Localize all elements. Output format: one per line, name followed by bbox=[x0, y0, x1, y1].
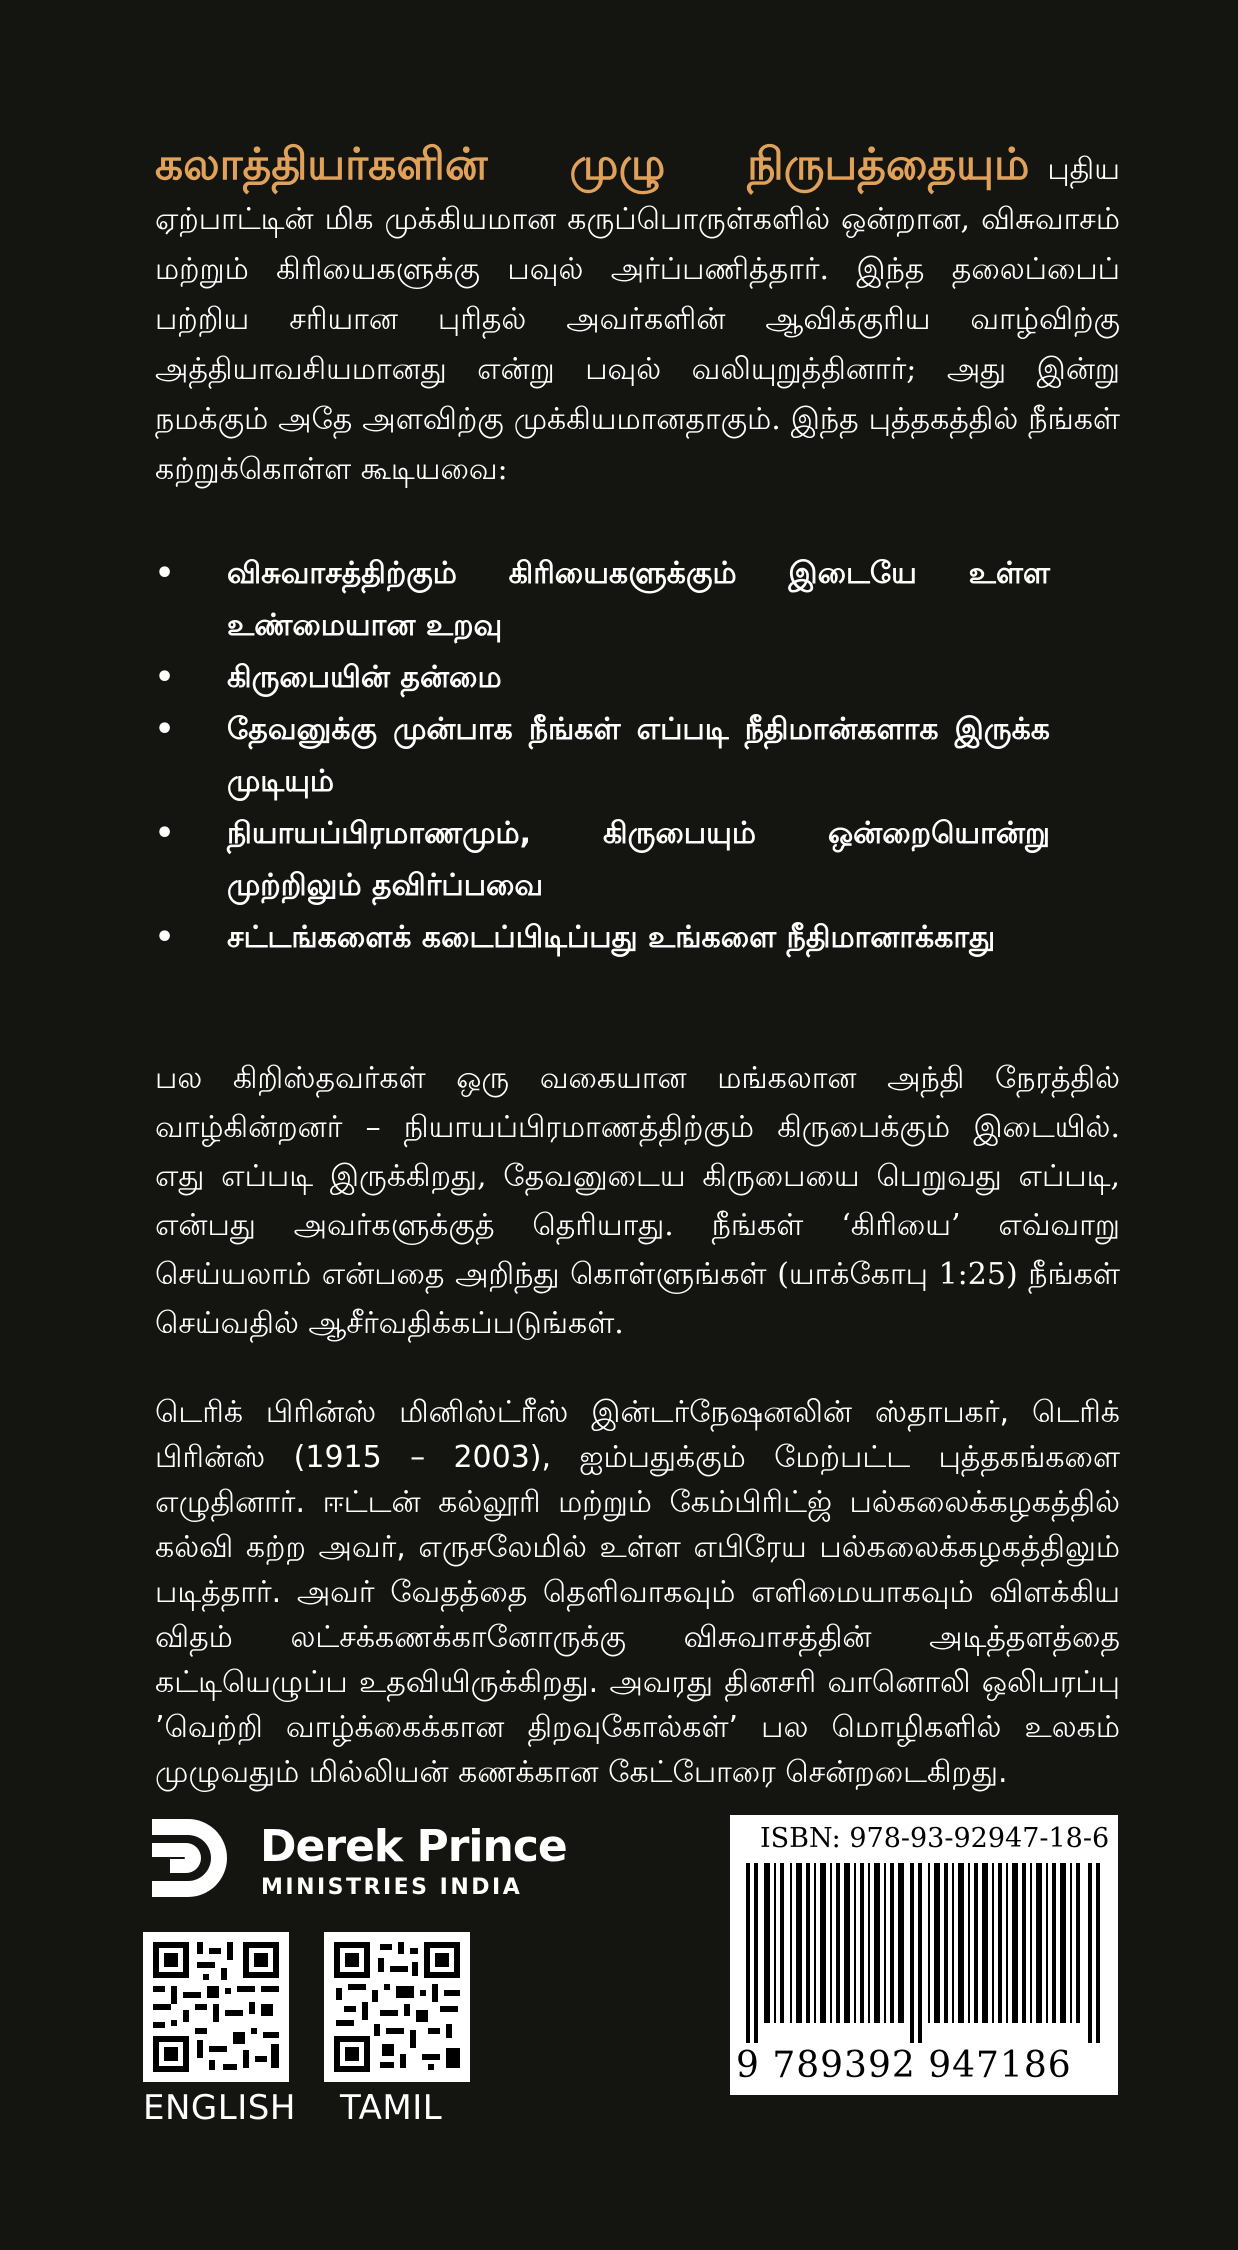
isbn-label: ISBN: 978-93-92947-18-6 bbox=[760, 1823, 1110, 1854]
list-item bbox=[155, 548, 1050, 652]
barcode-digits: 9 789392 947186 bbox=[736, 2045, 1072, 2086]
author-bio-paragraph: டெரிக் பிரின்ஸ் மினிஸ்ட்ரீஸ் இன்டர்நேஷனலின் ஸ்தாபகர், டெரிக் பிரின்ஸ் (1915 – 2003), ஐம்பதுக்கும் மேற்பட்ட புத்தகங்களை எழுதினார். ஈட்டன் கல்லூரி மற்றும் கேம்பிரிட்ஜ் பல்கலைக்கழகத்தில் கல்வி கற்ற அவர், எருசலேமில் உள்ள எபிரேய பல்கலைக்கழகத்திலும் படித்தார். அவர் வேதத்தை தெளிவாகவும் எளிமையாகவும் விளக்கிய விதம் லட்சக்கணக்கானோருக்கு விசுவாசத்தின் அடித்தளத்தை கட்டியெழுப்ப உதவியிருக்கிறது. அவரது தினசரி வானொலி ஒலிபரப்பு ’வெற்றி வாழ்க்கைக்கான திறவுகோல்கள்’ பல மொழிகளில் உலகம் முழுவதும் மில்லியன் கணக்கான கேட்போரை சென்றடைகிறது. bbox=[155, 1395, 1120, 1790]
qr-label-tamil: TAMIL bbox=[340, 2088, 443, 2128]
bullet-text: சட்டங்களைக் கடைப்பிடிப்பது உங்களை நீதிமானாக்காது bbox=[227, 920, 996, 955]
bullet-text: கிருபையின் தன்மை bbox=[227, 660, 502, 695]
bullet-icon: • bbox=[155, 556, 175, 591]
bullet-icon: • bbox=[155, 816, 175, 851]
bullet-list bbox=[155, 548, 1050, 964]
bullet-text: நியாயப்பிரமாணமும், கிருபையும் ஒன்றையொன்று முற்றிலும் தவிர்ப்பவை bbox=[227, 816, 1050, 903]
list-item bbox=[155, 912, 1050, 964]
derek-prince-logo-icon bbox=[148, 1815, 230, 1901]
bullet-icon: • bbox=[155, 712, 175, 747]
description-paragraph: பல கிறிஸ்தவர்கள் ஒரு வகையான மங்கலான அந்தி நேரத்தில் வாழ்கின்றனர் – நியாயப்பிரமாணத்திற்கும் கிருபைக்கும் இடையில். எது எப்படி இருக்கிறது, தேவனுடைய கிருபையை பெறுவது எப்படி, என்பது அவர்களுக்குத் தெரியாது. நீங்கள் ‘கிரியை’ எவ்வாறு செய்யலாம் என்பதை அறிந்து கொள்ளுங்கள் (யாக்கோபு 1:25) நீங்கள் செய்வதில் ஆசீர்வதிக்கப்படுங்கள். bbox=[155, 1061, 1120, 1341]
barcode-icon bbox=[738, 1863, 1110, 2043]
list-item bbox=[155, 704, 1050, 808]
bullet-text: விசுவாசத்திற்கும் கிரியைகளுக்கும் இடையே உள்ள உண்மையான உறவு bbox=[227, 556, 1050, 643]
bullet-icon: • bbox=[155, 920, 175, 955]
intro-paragraph bbox=[155, 140, 1120, 495]
qr-code-icon bbox=[324, 1932, 470, 2082]
qr-code-icon bbox=[143, 1932, 289, 2082]
publisher-logo bbox=[148, 1815, 567, 1910]
qr-label-english: ENGLISH bbox=[143, 2088, 296, 2128]
bullet-icon: • bbox=[155, 660, 175, 695]
qr-code-tamil[interactable] bbox=[324, 1932, 470, 2082]
publisher-subtitle: MINISTRIES INDIA bbox=[261, 1875, 523, 1900]
publisher-name: Derek Prince bbox=[260, 1821, 567, 1872]
intro-text: புதிய ஏற்பாட்டின் மிக முக்கியமான கருப்பொருள்களில் ஒன்றான, விசுவாசம் மற்றும் கிரியைகளுக்கு பவுல் அர்ப்பணித்தார். இந்த தலைப்பைப் பற்றிய சரியான புரிதல் அவர்களின் ஆவிக்குரிய வாழ்விற்கு அத்தியாவசியமானது என்று பவுல் வலியுறுத்தினார்; அது இன்று நமக்கும் அதே அளவிற்கு முக்கியமானதாகும். இந்த புத்தகத்தில் நீங்கள் கற்றுக்கொள்ள கூடியவை: bbox=[155, 152, 1120, 487]
bullet-text: தேவனுக்கு முன்பாக நீங்கள் எப்படி நீதிமான்களாக இருக்க முடியும் bbox=[227, 712, 1050, 799]
isbn-barcode bbox=[730, 1815, 1118, 2095]
intro-lead-heading: கலாத்தியர்களின் முழு நிருபத்தையும் bbox=[155, 139, 1030, 190]
qr-code-english[interactable] bbox=[143, 1932, 289, 2082]
list-item bbox=[155, 808, 1050, 912]
list-item bbox=[155, 652, 1050, 704]
